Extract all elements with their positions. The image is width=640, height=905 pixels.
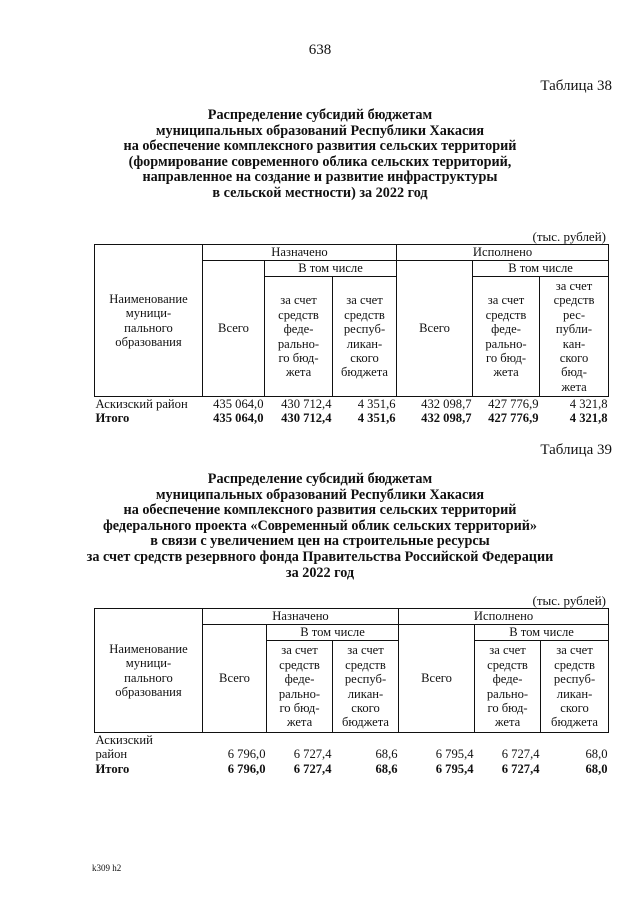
text-line: ского <box>350 350 379 365</box>
table-row <box>95 397 609 412</box>
cell: 6 727,4 <box>293 761 332 776</box>
text-line: рально- <box>486 686 529 701</box>
text-line: ликан- <box>556 686 593 701</box>
text-line: ского <box>560 700 589 715</box>
executed-federal-header <box>473 277 540 397</box>
text-line: средств <box>487 657 528 672</box>
text-line: средств <box>485 307 527 322</box>
text-line: Итого <box>95 761 130 776</box>
text-line: муниципальных образований Республики Хакасия <box>155 122 485 139</box>
text-line: жета <box>494 715 521 730</box>
text-line: за счет <box>489 643 526 658</box>
text-line: жета <box>493 365 519 380</box>
cell: 4 351,6 <box>357 411 396 426</box>
text-line: район <box>95 747 128 762</box>
text-line: феде- <box>283 322 314 337</box>
footer-code: k309 h2 <box>92 863 122 873</box>
text-line: за счет <box>556 643 593 658</box>
text-line: жета <box>286 715 313 730</box>
text-line: в связи с увеличением цен на строительные ресурсы <box>150 533 490 550</box>
text-line: за счет <box>281 643 318 658</box>
text-line: рально- <box>278 686 321 701</box>
table-39-units: (тыс. рублей) <box>532 593 606 608</box>
table-38 <box>94 244 609 426</box>
text-line: за счет <box>346 293 383 308</box>
table-row <box>95 733 609 762</box>
table-39-title <box>60 472 580 581</box>
text-line: за счет <box>555 278 593 293</box>
text-line: рально- <box>485 336 527 351</box>
cell: 6 796,0 <box>227 761 266 776</box>
row-name <box>95 411 203 425</box>
assigned-total-header: Всего <box>203 261 265 397</box>
text-line: го бюд- <box>278 350 319 365</box>
cell: 427 776,9 <box>488 411 539 426</box>
cell: 4 351,6 <box>357 397 396 411</box>
cell: 68,6 <box>375 747 398 762</box>
text-line: направленное на создание и развитие инфраструктуры <box>142 169 498 186</box>
text-line: Итого <box>95 411 130 426</box>
text-line: образования <box>115 334 182 349</box>
text-line: в сельской местности) за 2022 год <box>212 184 428 201</box>
executed-total-header: Всего <box>397 261 473 397</box>
text-line: Распределение субсидий бюджетам <box>207 471 433 487</box>
table-39-label: Таблица 39 <box>540 442 612 458</box>
text-line: пального <box>124 670 173 685</box>
text-line: Аскизский <box>95 733 153 747</box>
cell: 6 727,4 <box>293 747 332 762</box>
text-line: (формирование современного облика сельских территорий, <box>128 153 512 170</box>
text-line: бюджета <box>551 715 598 730</box>
text-line: кан- <box>562 336 586 351</box>
text-line: пального <box>124 320 173 335</box>
total-row <box>95 762 609 776</box>
text-line: феде- <box>492 672 523 687</box>
assigned-including-header: В том числе <box>267 625 399 641</box>
assigned-republic-header <box>333 641 399 733</box>
table-38-label: Таблица 38 <box>540 78 612 94</box>
text-line: бюджета <box>342 715 389 730</box>
executed-header: Исполнено <box>397 245 609 261</box>
assigned-header: Назначено <box>203 245 397 261</box>
cell: 435 064,0 <box>213 397 264 411</box>
cell: 432 098,7 <box>421 397 472 411</box>
name-column-header <box>95 609 203 733</box>
text-line: средств <box>554 657 595 672</box>
name-column-header <box>95 245 203 397</box>
text-line: средств <box>345 657 386 672</box>
executed-including-header: В том числе <box>473 261 609 277</box>
cell: 430 712,4 <box>281 411 332 426</box>
text-line: го бюд- <box>485 350 527 365</box>
text-line: Наименование <box>109 291 188 306</box>
executed-total-header: Всего <box>399 625 475 733</box>
text-line: феде- <box>284 672 315 687</box>
text-line: средств <box>278 307 319 322</box>
cell: 435 064,0 <box>213 411 264 426</box>
text-line: за счет <box>487 293 525 308</box>
text-line: за 2022 год <box>285 564 355 581</box>
text-line: Наименование <box>109 641 188 656</box>
text-line: феде- <box>491 322 521 337</box>
text-line: бюджета <box>341 365 388 380</box>
cell: 427 776,9 <box>488 397 539 411</box>
assigned-header: Назначено <box>203 609 399 625</box>
text-line: жета <box>561 379 587 394</box>
cell: 68,0 <box>585 761 608 776</box>
text-line: на обеспечение комплексного развития сельских территорий <box>123 502 517 519</box>
text-line: муници- <box>125 306 172 321</box>
cell: 68,6 <box>375 761 398 776</box>
text-line: жета <box>285 365 312 380</box>
assigned-republic-header <box>333 277 397 397</box>
text-line: средств <box>553 293 595 308</box>
text-line: рес- <box>563 307 586 322</box>
table-38-units: (тыс. рублей) <box>532 229 606 244</box>
cell: 4 321,8 <box>569 411 608 426</box>
assigned-federal-header <box>265 277 333 397</box>
executed-federal-header <box>475 641 541 733</box>
text-line: муниципальных образований Республики Хакасия <box>155 486 485 503</box>
text-line: за счет <box>347 643 384 658</box>
text-line: средств <box>279 657 320 672</box>
text-line: муници- <box>125 656 172 671</box>
text-line: ликан- <box>347 686 384 701</box>
text-line: рально- <box>277 336 320 351</box>
table-38-title <box>80 108 560 202</box>
text-line: за счет <box>280 293 317 308</box>
assigned-total-header: Всего <box>203 625 267 733</box>
text-line: образования <box>115 684 182 699</box>
text-line: на обеспечение комплексного развития сельских территорий <box>123 138 517 155</box>
row-name <box>95 762 203 776</box>
assigned-including-header: В том числе <box>265 261 397 277</box>
cell: 6 727,4 <box>501 747 540 762</box>
row-name <box>95 733 203 762</box>
text-line: респуб- <box>344 672 387 687</box>
text-line: ского <box>559 350 589 365</box>
page-number: 638 <box>308 42 332 58</box>
cell: 6 796,0 <box>227 747 266 762</box>
text-line: федерального проекта «Современный облик сельских территорий» <box>102 517 538 534</box>
text-line: средств <box>344 307 385 322</box>
text-line: публи- <box>555 322 593 337</box>
text-line: ского <box>351 700 380 715</box>
text-line: респуб- <box>343 322 386 337</box>
cell: 6 795,4 <box>435 747 474 762</box>
cell: 68,0 <box>585 747 608 762</box>
text-line: за счет средств резервного фонда Правительства Российской Федерации <box>86 548 554 565</box>
table-39 <box>94 608 609 776</box>
executed-including-header: В том числе <box>475 625 609 641</box>
text-line: го бюд- <box>279 700 320 715</box>
row-name <box>95 397 203 412</box>
assigned-federal-header <box>267 641 333 733</box>
executed-header: Исполнено <box>399 609 609 625</box>
cell: 430 712,4 <box>281 397 332 411</box>
executed-republic-header <box>540 277 609 397</box>
text-line: го бюд- <box>487 700 528 715</box>
text-line: Аскизский район <box>95 397 188 411</box>
cell: 4 321,8 <box>569 397 608 411</box>
text-line: ликан- <box>346 336 383 351</box>
total-row <box>95 411 609 425</box>
text-line: бюд- <box>561 365 587 380</box>
cell: 6 727,4 <box>501 761 540 776</box>
executed-republic-header <box>541 641 609 733</box>
text-line: респуб- <box>553 672 596 687</box>
cell: 6 795,4 <box>435 761 474 776</box>
cell: 432 098,7 <box>421 411 472 426</box>
text-line: Распределение субсидий бюджетам <box>207 107 433 123</box>
